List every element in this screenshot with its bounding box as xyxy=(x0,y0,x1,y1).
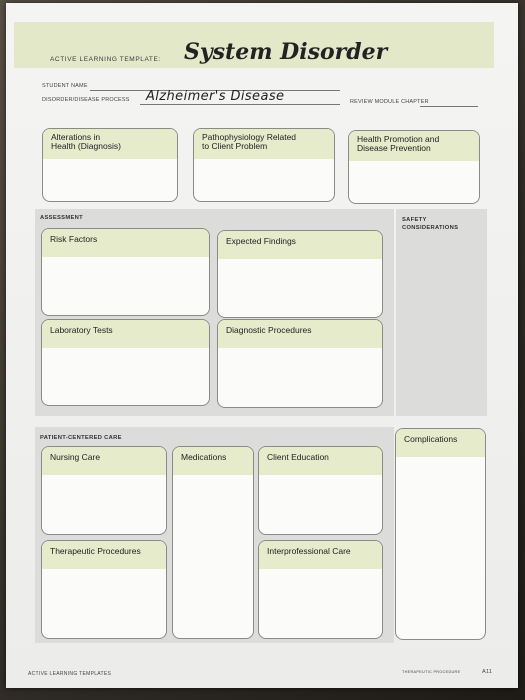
template-label: ACTIVE LEARNING TEMPLATE: xyxy=(50,56,161,63)
patient-centered-care-label: PATIENT-CENTERED CARE xyxy=(40,435,122,441)
alterations-in-health-label: Alterations in Health (Diagnosis) xyxy=(43,129,177,159)
nursing-care-label: Nursing Care xyxy=(42,447,166,475)
health-promotion-label: Health Promotion and Disease Prevention xyxy=(349,131,479,161)
safety-considerations-label: SAFETY CONSIDERATIONS xyxy=(402,217,459,231)
expected-findings-box[interactable] xyxy=(217,230,383,318)
diagnostic-procedures-box[interactable] xyxy=(217,319,383,408)
interprofessional-care-box[interactable] xyxy=(258,540,383,639)
medications-label: Medications xyxy=(173,447,253,475)
medications-box[interactable] xyxy=(172,446,254,639)
disorder-line xyxy=(140,104,340,105)
pathophysiology-label: Pathophysiology Related to Client Problem xyxy=(194,129,334,159)
expected-findings-label: Expected Findings xyxy=(218,231,382,259)
pathophysiology-box[interactable] xyxy=(193,128,335,202)
therapeutic-procedures-box[interactable] xyxy=(41,540,167,639)
risk-factors-box[interactable] xyxy=(41,228,210,316)
client-education-box[interactable] xyxy=(258,446,383,535)
review-module-label: REVIEW MODULE CHAPTER xyxy=(350,99,429,105)
risk-factors-label: Risk Factors xyxy=(42,229,209,257)
footer-left: ACTIVE LEARNING TEMPLATES xyxy=(28,671,112,677)
client-education-label: Client Education xyxy=(259,447,382,475)
therapeutic-procedures-label: Therapeutic Procedures xyxy=(42,541,166,569)
laboratory-tests-box[interactable] xyxy=(41,319,210,406)
alterations-in-health-box[interactable] xyxy=(42,128,178,202)
footer-right: THERAPEUTIC PROCEDURE xyxy=(402,670,461,674)
page-number: A11 xyxy=(482,669,493,675)
disorder-value[interactable]: Alzheimer's Disease xyxy=(146,89,285,104)
laboratory-tests-label: Laboratory Tests xyxy=(42,320,209,348)
review-module-line xyxy=(420,106,478,107)
health-promotion-box[interactable] xyxy=(348,130,480,204)
complications-box[interactable] xyxy=(395,428,486,640)
diagnostic-procedures-label: Diagnostic Procedures xyxy=(218,320,382,348)
safety-section xyxy=(396,209,487,416)
assessment-label: ASSESSMENT xyxy=(40,215,83,221)
complications-label: Complications xyxy=(396,429,485,457)
template-title: System Disorder xyxy=(184,39,388,65)
interprofessional-care-label: Interprofessional Care xyxy=(259,541,382,569)
student-name-label: STUDENT NAME xyxy=(42,83,88,89)
disorder-label: DISORDER/DISEASE PROCESS xyxy=(42,97,130,103)
template-sheet xyxy=(6,3,518,688)
nursing-care-box[interactable] xyxy=(41,446,167,535)
